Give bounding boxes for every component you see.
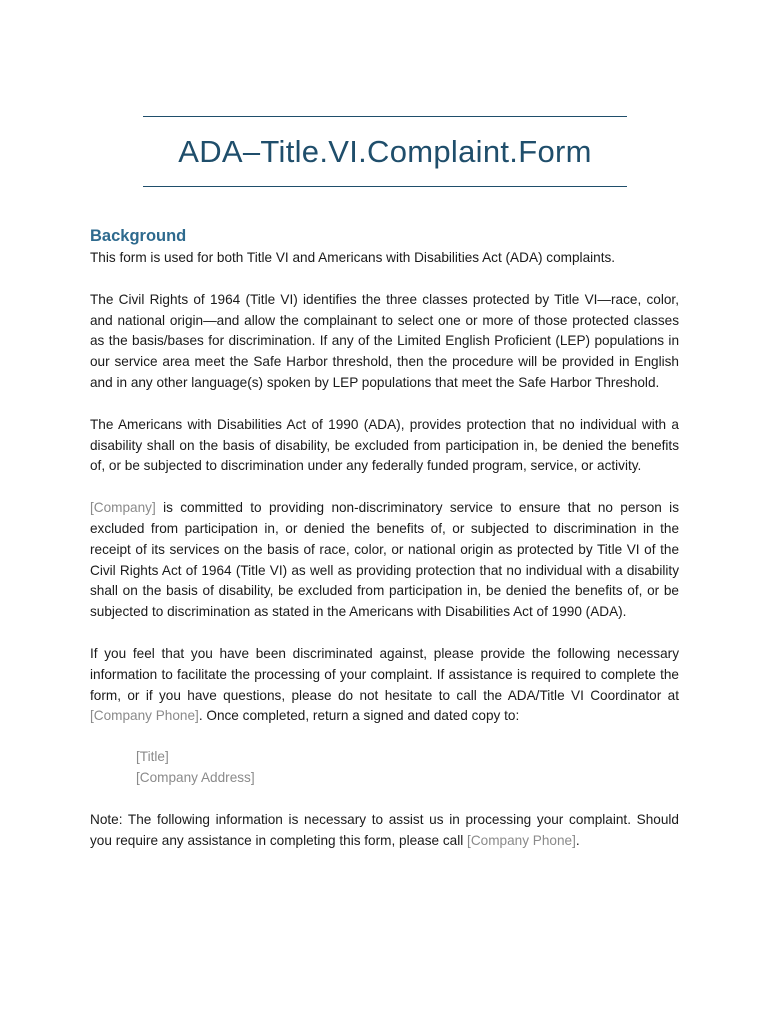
discrimination-text-start: If you feel that you have been discriminated against, please provide the following necessary information to facilitate the processing of your complaint. If assistance is required to complete the form, or if you have questions, please do not hesitate to call the ADA/Title VI Coordinator at xyxy=(90,645,679,703)
address-title-placeholder: [Title] xyxy=(136,749,169,765)
note-text: Note: The following information is necessary to assist us in processing your complaint. Should you require any assistance in completing this form, please call xyxy=(90,811,679,848)
background-heading: Background xyxy=(90,227,187,245)
discrimination-paragraph xyxy=(90,644,679,727)
company-phone-placeholder: [Company Phone] xyxy=(90,708,199,724)
note-text-end: . xyxy=(575,832,580,848)
note-phone-placeholder: [Company Phone] xyxy=(467,832,576,848)
commitment-text: is committed to providing non-discriminatory service to ensure that no person is excluded from participation in, or denied the benefits of, or subjected to discrimination in the receipt of its services on the basis of race, color, or national origin as protected by Title VI of the Civil Rights Act of 1964 (Title VI) as well as providing protection that no individual with a disability shall on the basis of disability, be excluded from participation in, be denied the benefits of, or be subjected to discrimination as stated in the Americans with Disabilities Act of 1990 (ADA). xyxy=(90,500,679,620)
title-rule-top xyxy=(143,116,627,117)
page-title: ADA–Title.VI.Complaint.Form xyxy=(178,134,592,169)
note-paragraph xyxy=(90,810,679,852)
company-address-placeholder: [Company Address] xyxy=(136,769,255,785)
discrimination-text-end: . Once completed, return a signed and dated copy to: xyxy=(198,708,520,724)
civil-rights-paragraph: The Civil Rights of 1964 (Title VI) identifies the three classes protected by Title VI—race, color, and national origin—and allow the complainant to select one or more of those protected classes as the basis/bases for discrimination. If any of the Limited English Proficient (LEP) populations in our service area meet the Safe Harbor threshold, then the procedure will be provided in English and in any other language(s) spoken by LEP populations that meet the Safe Harbor Threshold. xyxy=(90,291,679,390)
commitment-paragraph xyxy=(90,498,679,623)
company-placeholder: [Company] xyxy=(90,500,156,516)
document-body xyxy=(90,224,679,851)
title-rule-bottom xyxy=(143,186,627,187)
return-address-block xyxy=(90,747,679,789)
ada-paragraph: The Americans with Disabilities Act of 1990 (ADA), provides protection that no individual with a disability shall on the basis of disability, be excluded from participation in, be denied the benefits of, or be subjected to discrimination under any federally funded program, service, or activity. xyxy=(90,416,679,474)
intro-paragraph: This form is used for both Title VI and Americans with Disabilities Act (ADA) complaints. xyxy=(90,250,616,265)
